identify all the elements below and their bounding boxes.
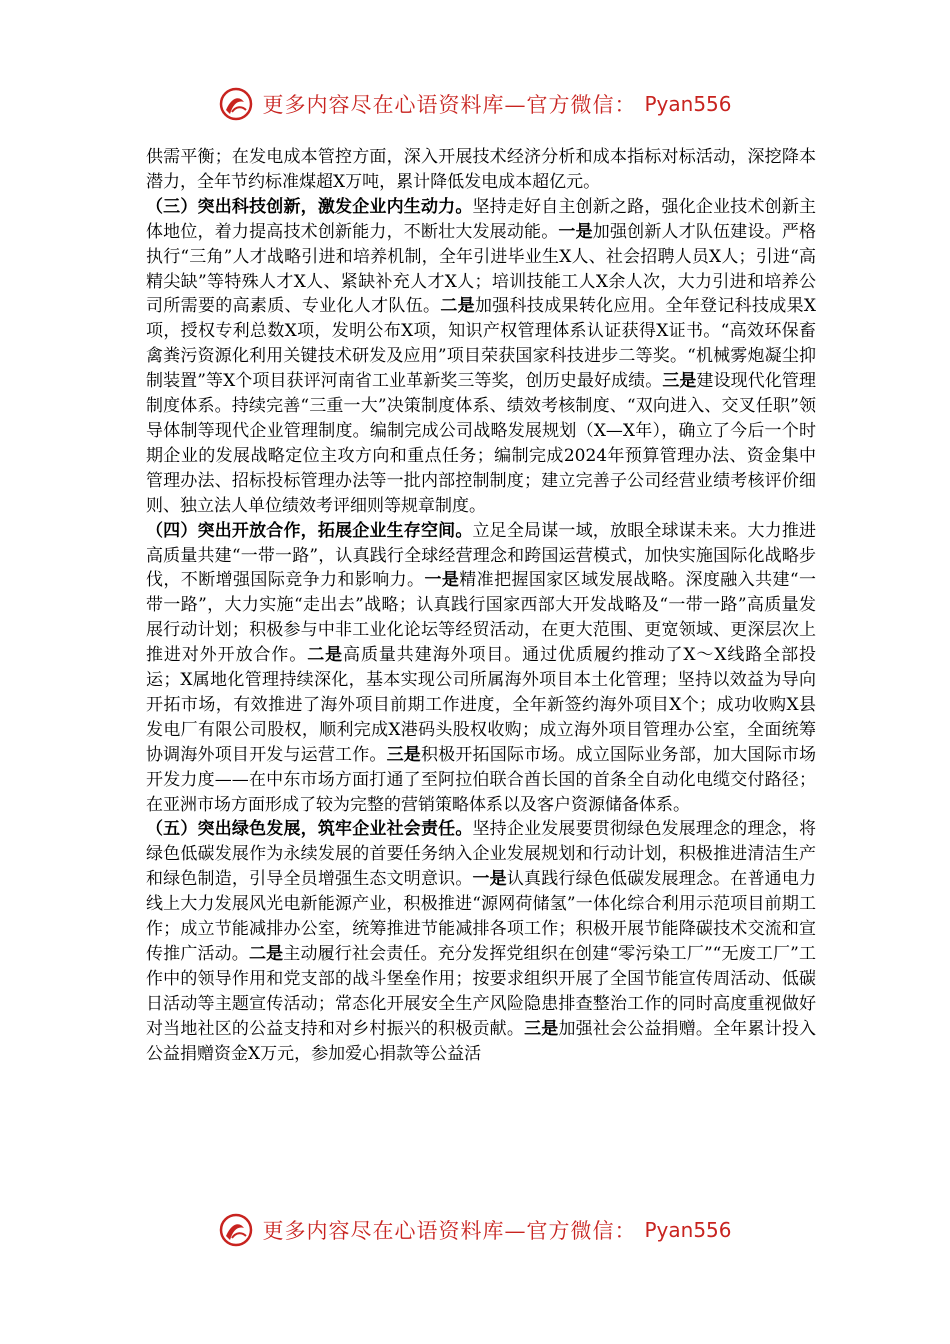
paragraph-text: 供需平衡；在发电成本管控方面，深入开展技术经济分析和成本指标对标活动，深挖降本潜力，全年节约标准煤超X万吨，累计降低发电成本超亿元。	[146, 147, 816, 192]
paragraph-text: 认真践行绿色低碳发展理念。在普通电力线上大力发展风光电新能源产业，积极推进“源网荷储氢”一体化综合利用示范项目前期工作；成立节能减排办公室，统筹推进节能减排各项工作；积极开展节能降碳技术交流和宣传推广活动。	[146, 869, 817, 964]
watermark-text: 更多内容尽在心语资料库—官方微信：	[262, 1219, 637, 1243]
watermark-handle: Pyan556	[644, 1218, 732, 1242]
point-label: 二是	[440, 296, 475, 317]
paragraph-text: 高质量共建海外项目。通过优质履约推动了X～X线路全部投运；X属地化管理持续深化，基本实现公司所属海外项目本土化管理；坚持以效益为导向开拓市场，有效推进了海外项目前期工作进度，全年新签约海外项目X个；成功收购X县发电厂有限公司股权，顺利完成X港码头股权收购；成立海外项目管理办公室，全面统筹协调海外项目开发与运营工作。	[146, 645, 816, 765]
point-label: 一是	[424, 570, 460, 591]
paragraph-text: 精准把握国家区域发展战略。深度融入共建“一带一路”，大力实施“走出去”战略；认真践行国家西部大开发战略及“一带一路”高质量发展行动计划；积极参与中非工业化论坛等经贸活动，在更大范围、更宽领域、更深层次上推进对外开放合作。	[146, 570, 817, 666]
paragraph-section-4	[146, 519, 816, 818]
watermark-handle: Pyan556	[644, 92, 732, 116]
paragraph-text: 加强社会公益捐赠。全年累计投入公益捐赠资金X万元，参加爱心捐款等公益活	[146, 1018, 817, 1064]
point-label: 二是	[248, 944, 284, 964]
watermark-text: 更多内容尽在心语资料库—官方微信：	[262, 93, 637, 117]
paragraph-text: 积极开拓国际市场。成立国际业务部，加大国际市场开发力度——在中东市场方面打通了至阿拉伯联合酋长国的首条全自动化电缆交付路径；在亚洲市场方面形成了较为完整的营销策略体系以及客户资源储备体系。	[146, 744, 817, 815]
paragraph-text: 坚持走好自主创新之路，强化企业技术创新主体地位，着力提高技术创新能力，不断壮大发展动能。	[146, 196, 816, 242]
red-ribbon-logo-icon	[218, 86, 254, 122]
paragraph-text: 建设现代化管理制度体系。持续完善“三重一大”决策制度体系、绩效考核制度、“双向进入、交叉任职”领导体制等现代企业管理制度。编制完成公司战略发展规划（X—X年），确立了今后一个时期企业的发展战略定位主攻方向和重点任务；编制完成2024年预算管理办法、资金集中管理办法、招标投标管理办法等一批内部控制制度；建立完善子公司经营业绩考核评价细则、独立法人单位绩效考评细则等规章制度。	[146, 371, 817, 516]
document-body	[146, 145, 816, 1067]
point-label: 一是	[558, 221, 593, 242]
paragraph-section-3	[146, 195, 816, 519]
paragraph-text: 加强创新人才队伍建设。严格执行“三角”人才战略引进和培养机制，全年引进毕业生X人、社会招聘人员X人；引进“高精尖缺”等特殊人才X人、紧缺补充人才X人；培训技能工人X余人次，大力引进和培养公司所需要的高素质、专业化人才队伍。	[146, 221, 817, 317]
paragraph-continuation	[146, 145, 816, 195]
paragraph-section-5	[146, 817, 816, 1066]
red-ribbon-logo-icon	[218, 1212, 254, 1248]
paragraph-text: 加强科技成果转化应用。全年登记科技成果X项，授权专利总数X项，发明公布X项，知识产权管理体系认证获得X证书。“高效环保畜禽粪污资源化利用关键技术研发及应用”项目荣获国家科技进步二等奖。“机械雾炮凝尘抑制装置”等X个项目获评河南省工业革新奖三等奖，创历史最好成绩。	[146, 296, 817, 392]
watermark-banner-bottom	[0, 1210, 950, 1250]
point-label: 一是	[472, 869, 507, 890]
paragraph-text: 立足全局谋一域，放眼全球谋未来。大力推进高质量共建“一带一路”，认真践行全球经营理念和跨国运营模式，加快实施国际化战略步伐，不断增强国际竞争力和影响力。	[146, 520, 816, 591]
point-label: 三是	[524, 1018, 559, 1039]
paragraph-text: 主动履行社会责任。充分发挥党组织在创建“零污染工厂”“无废工厂”工作中的领导作用和党支部的战斗堡垒作用；按要求组织开展了全国节能宣传周活动、低碳日活动等主题宣传活动；常态化开展安全生产风险隐患排查整治工作的同时高度重视做好对当地社区的公益支持和对乡村振兴的积极贡献。	[146, 944, 817, 1039]
point-label: 三是	[386, 744, 421, 765]
point-label: 三是	[662, 371, 697, 392]
section-heading: （五）突出绿色发展，筑牢企业社会责任。	[146, 819, 473, 840]
paragraph-text: 坚持企业发展要贯彻绿色发展理念的理念，将绿色低碳发展作为永续发展的首要任务纳入企业发展规划和行动计划，积极推进清洁生产和绿色制造，引导全员增强生态文明意识。	[146, 819, 816, 890]
section-heading: （四）突出开放合作，拓展企业生存空间。	[146, 520, 473, 541]
watermark-banner-top	[0, 84, 950, 124]
point-label: 二是	[307, 645, 344, 666]
section-heading: （三）突出科技创新，激发企业内生动力。	[146, 196, 473, 217]
